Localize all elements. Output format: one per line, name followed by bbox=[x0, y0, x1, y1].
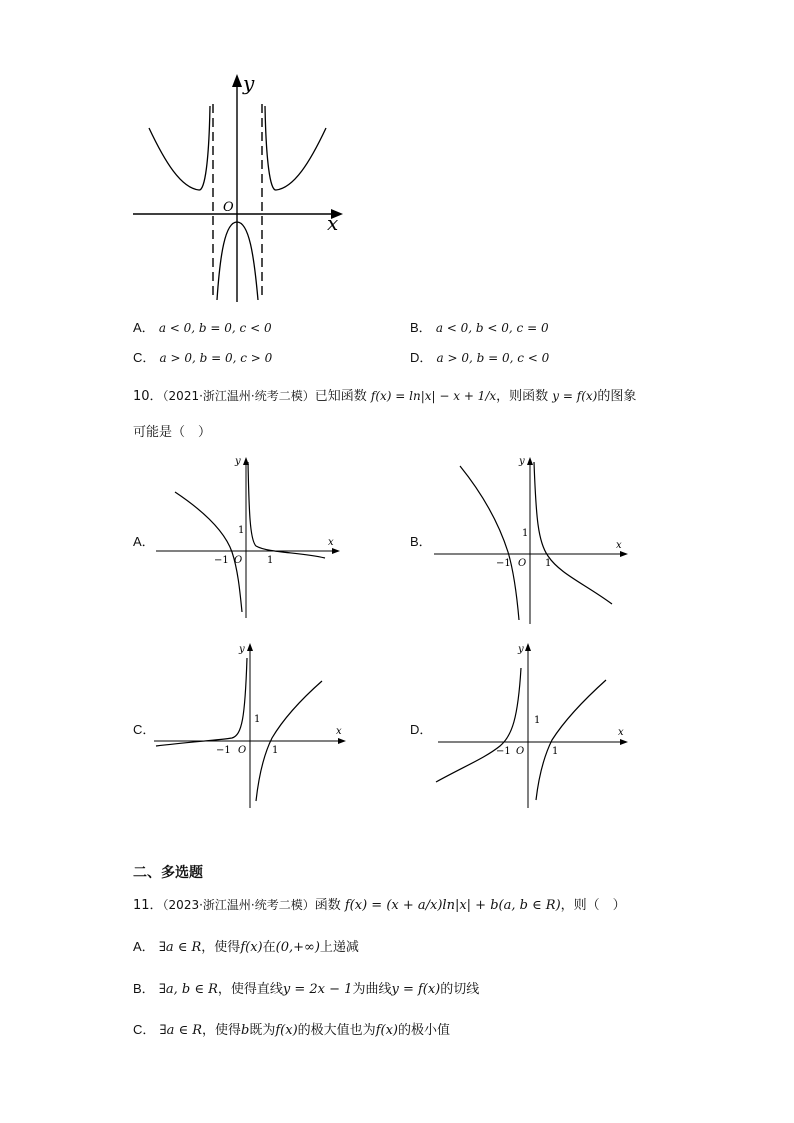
q11-option-c-math3: f(x) bbox=[275, 1023, 298, 1038]
q10-stem-b: ，则函数 bbox=[496, 389, 549, 404]
q10b-x-arrow bbox=[620, 551, 628, 557]
section-title-multi-choice: 二、多选题 bbox=[133, 865, 203, 881]
q9-option-c[interactable] bbox=[133, 347, 272, 366]
q11-option-c-label: C． bbox=[133, 1022, 156, 1037]
q10c-x-arrow bbox=[338, 738, 346, 744]
q10-graph-d bbox=[430, 638, 635, 813]
q9-graph bbox=[125, 70, 355, 306]
q10d-y-arrow bbox=[525, 643, 531, 651]
q10b-tick-pos: 1 bbox=[545, 558, 552, 569]
q11-option-c-math2: b bbox=[241, 1023, 250, 1038]
q10-graph-b-label[interactable] bbox=[410, 531, 432, 550]
q10a-tick-pos: 1 bbox=[267, 555, 274, 566]
q11-option-c-text1: ，使得 bbox=[202, 1023, 242, 1038]
q10d-x-label: x bbox=[618, 727, 624, 738]
q11-formula: f(x) = (x + a/x)ln|x| + b(a, b ∈ R) bbox=[344, 898, 561, 913]
q10a-tick-neg: −1 bbox=[214, 555, 229, 566]
q10a-tick-y: 1 bbox=[238, 525, 245, 536]
q11-stem bbox=[133, 894, 626, 913]
q11-source: （2023·浙江温州·统考二模） bbox=[162, 898, 315, 912]
q10d-curve-left bbox=[436, 668, 521, 782]
q9-option-d-label: D． bbox=[410, 350, 433, 365]
q11-option-c-math1: ∃a ∈ R bbox=[159, 1023, 203, 1038]
q11-option-b-text3: 的切线 bbox=[440, 982, 480, 997]
q11-option-c[interactable] bbox=[133, 1019, 450, 1038]
q10c-origin: O bbox=[238, 745, 247, 756]
q11-option-a-text2: 在 bbox=[262, 940, 276, 955]
q11-option-a-text1: ，使得 bbox=[201, 940, 241, 955]
q11-option-c-text4: 的极小值 bbox=[397, 1023, 450, 1038]
q10-number: 10． bbox=[133, 389, 163, 404]
q11-stem-b: ，则（ ） bbox=[560, 898, 626, 913]
q10d-origin: O bbox=[516, 746, 525, 757]
q10-graph-b-label-text: B． bbox=[410, 534, 432, 549]
q11-option-b-text1: ，使得直线 bbox=[217, 982, 283, 997]
q10c-tick-neg: −1 bbox=[216, 745, 231, 756]
q10b-curve-right bbox=[534, 462, 612, 604]
q10c-tick-y: 1 bbox=[254, 714, 261, 725]
q10c-x-label: x bbox=[336, 726, 342, 737]
q10b-tick-neg: −1 bbox=[496, 558, 511, 569]
q10a-origin: O bbox=[234, 555, 243, 566]
q10c-curve-left bbox=[156, 658, 247, 746]
q11-option-c-text2: 既为 bbox=[249, 1023, 276, 1038]
q9-option-b[interactable] bbox=[410, 317, 549, 336]
q9-option-a[interactable] bbox=[133, 317, 272, 336]
q9-option-a-text: a < 0, b = 0, c < 0 bbox=[158, 321, 272, 335]
q10b-tick-y: 1 bbox=[522, 528, 529, 539]
q11-option-b-label: B． bbox=[133, 981, 155, 996]
q10b-origin: O bbox=[518, 558, 527, 569]
q11-option-a-math2: f(x) bbox=[240, 940, 263, 955]
q10-source: （2021·浙江温州·统考二模） bbox=[162, 389, 315, 403]
q11-option-c-text3: 的极大值也为 bbox=[297, 1023, 376, 1038]
q11-option-a[interactable] bbox=[133, 936, 359, 955]
q10b-y-arrow bbox=[527, 457, 533, 465]
q10b-y-label: y bbox=[519, 456, 525, 467]
q10a-x-arrow bbox=[332, 548, 340, 554]
q9-option-d[interactable] bbox=[410, 347, 549, 366]
q11-option-a-label: A． bbox=[133, 939, 155, 954]
q10-graph-c-label-text: C． bbox=[133, 722, 156, 737]
q10-graph-c bbox=[150, 638, 355, 813]
q9-y-arrow bbox=[232, 74, 242, 87]
q10-graph-a-label-text: A． bbox=[133, 534, 155, 549]
q9-origin-label: O bbox=[223, 200, 234, 215]
q10-formula2: y = f(x) bbox=[552, 389, 598, 403]
q10b-x-label: x bbox=[616, 540, 622, 551]
q11-option-b-math2: y = 2x − 1 bbox=[282, 982, 353, 997]
q11-option-b-math1: ∃a, b ∈ R bbox=[158, 982, 218, 997]
q9-curve-right-upper bbox=[265, 106, 326, 190]
q9-option-d-text: a > 0, b = 0, c < 0 bbox=[436, 351, 550, 365]
q10a-curve-left bbox=[175, 492, 245, 612]
q10-stem-line2: 可能是（ ） bbox=[133, 425, 212, 440]
q9-axis-x-label: x bbox=[327, 211, 339, 235]
q10d-y-label: y bbox=[518, 644, 524, 655]
q10-formula: f(x) = ln|x| − x + 1/x bbox=[370, 389, 497, 403]
q10c-y-arrow bbox=[247, 643, 253, 651]
q10c-y-label: y bbox=[239, 644, 245, 655]
q10d-tick-neg: −1 bbox=[496, 746, 511, 757]
q10-stem-c: 的图象 bbox=[597, 389, 637, 404]
q10-stem bbox=[133, 385, 636, 404]
q11-option-a-math1: ∃a ∈ R bbox=[158, 940, 202, 955]
q10-stem-a: 已知函数 bbox=[314, 389, 367, 404]
q10-graph-b bbox=[430, 452, 635, 627]
q11-option-a-math3: (0,+∞) bbox=[275, 940, 320, 955]
q10a-x-label: x bbox=[328, 537, 334, 548]
q10d-x-arrow bbox=[620, 739, 628, 745]
q11-option-b-math3: y = f(x) bbox=[391, 982, 441, 997]
q10a-y-label: y bbox=[235, 456, 241, 467]
q10b-curve-left bbox=[460, 466, 519, 620]
q11-number: 11． bbox=[133, 898, 163, 913]
q11-option-b-text2: 为曲线 bbox=[352, 982, 392, 997]
q10a-curve-right bbox=[248, 462, 325, 558]
q11-option-b[interactable] bbox=[133, 978, 479, 997]
q10d-curve-right bbox=[536, 680, 606, 800]
q10c-tick-pos: 1 bbox=[272, 745, 279, 756]
q11-option-a-text3: 上递减 bbox=[319, 940, 359, 955]
q9-option-c-label: C． bbox=[133, 350, 156, 365]
q9-option-c-text: a > 0, b = 0, c > 0 bbox=[159, 351, 273, 365]
q11-stem-a: 函数 bbox=[314, 898, 341, 913]
q9-option-b-label: B． bbox=[410, 320, 432, 335]
q9-axis-y-label: y bbox=[243, 71, 255, 95]
q9-option-a-label: A． bbox=[133, 320, 155, 335]
q10-graph-a bbox=[150, 452, 350, 622]
q9-curve-left-upper bbox=[149, 106, 210, 190]
q11-option-c-math4: f(x) bbox=[375, 1023, 398, 1038]
q10d-tick-y: 1 bbox=[534, 715, 541, 726]
q9-option-b-text: a < 0, b < 0, c = 0 bbox=[435, 321, 549, 335]
q10d-tick-pos: 1 bbox=[552, 746, 559, 757]
q10-graph-d-label-text: D． bbox=[410, 722, 433, 737]
